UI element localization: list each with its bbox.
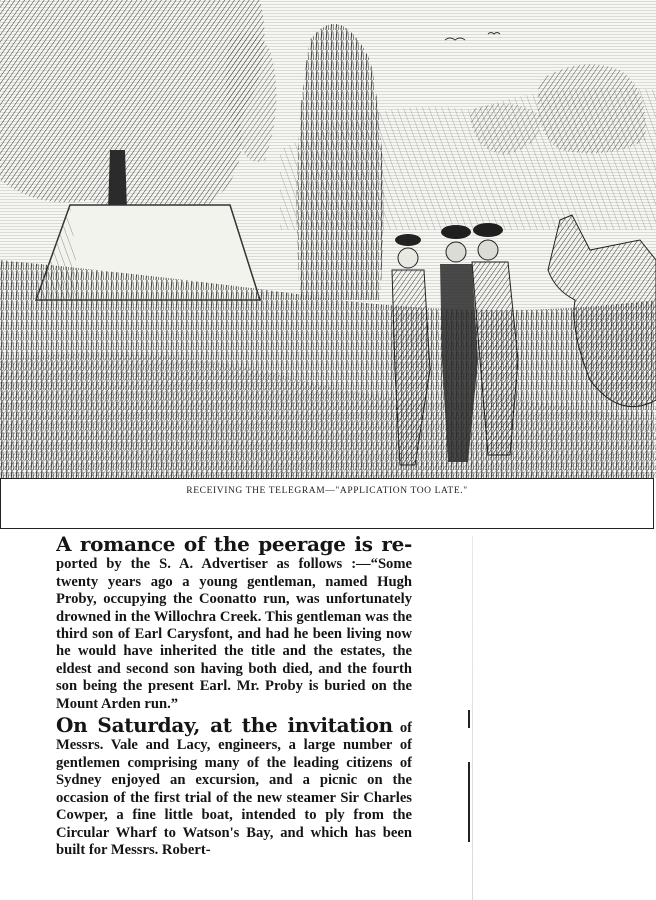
article-paragraph [56,536,412,713]
illustration-caption: RECEIVING THE TELEGRAM—"APPLICATION TOO LATE." [186,486,468,496]
ink-mark [468,762,470,842]
tree-foliage [0,0,265,218]
paragraph-body: ported by the S. A. Advertiser as follows :—“Some twenty years ago a young gentleman, named Hugh Proby, occupying the Coonatto run, was unfortunately drowned in the Willochra Creek. This gentleman was the third son of Earl Carysfont, and had he been living now he would have inherited the title and the estates, the eldest and second son having both died, and the fourth son being the present Earl. Mr. Proby is buried on the Mount Arden run.” [56,556,412,712]
article-paragraph [56,713,412,859]
ink-mark [468,710,470,728]
caption-box [0,478,654,529]
page-fold-line [472,536,473,900]
paragraph-lead: On Saturday, at the invitation [56,713,393,738]
article-column [56,536,412,900]
paragraph-lead: A romance of the peerage is re- [56,536,412,556]
paragraph-body: of Messrs. Vale and Lacy, engineers, a large number of gentlemen comprising many of the leading citizens of Sydney enjoyed an excursion, and a picnic on the occasion of the first trial of the new steamer Sir Charles Cowper, a fine little boat, intended to ply from the Circular Wharf to Watson's Bay, and which has been built for Messrs. Robert- [56,720,412,858]
tall-reeds [297,24,384,300]
